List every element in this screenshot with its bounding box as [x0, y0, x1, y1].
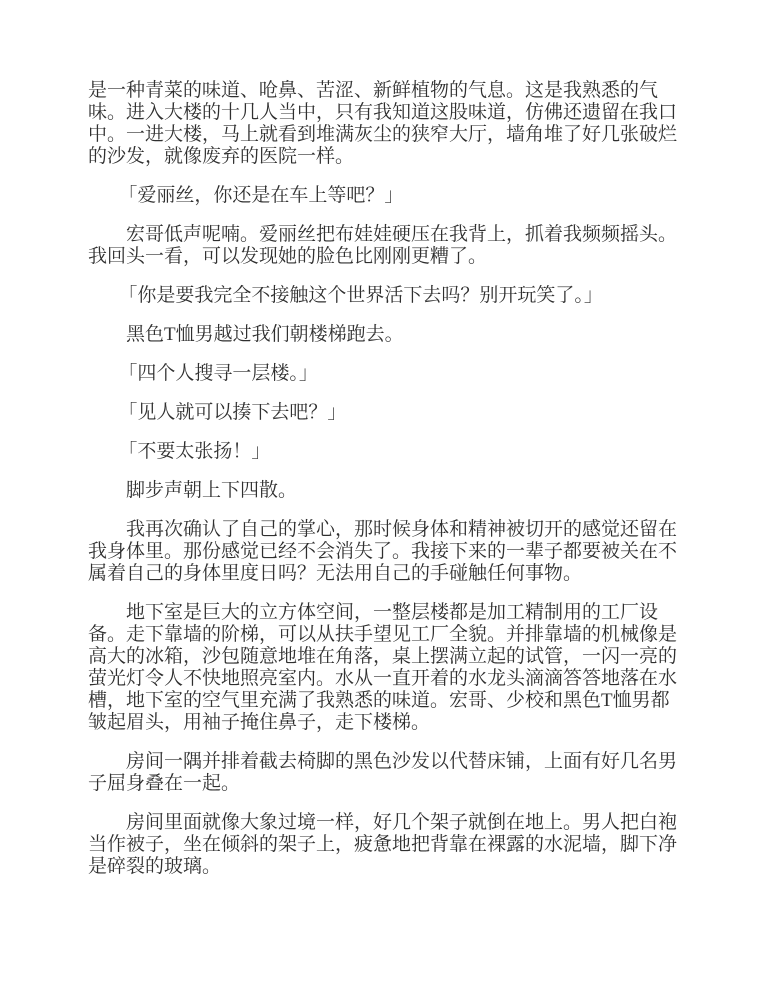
paragraph: 房间一隅并排着截去椅脚的黑色沙发以代替床铺，上面有好几名男子屈身叠在一起。 [88, 751, 678, 794]
paragraph: 房间里面就像大象过境一样，好几个架子就倒在地上。男人把白袍当作被子，坐在倾斜的架子上，疲惫地把背靠在裸露的水泥墙，脚下净是碎裂的玻璃。 [88, 812, 678, 877]
dialogue-paragraph: 「你是要我完全不接触这个世界活下去吗？别开玩笑了。」 [118, 285, 603, 306]
dialogue-paragraph: 「见人就可以揍下去吧？」 [118, 402, 347, 423]
dialogue-paragraph: 「四个人搜寻一层楼。」 [118, 363, 318, 384]
paragraph: 我再次确认了自己的掌心，那时候身体和精神被切开的感觉还留在我身体里。那份感觉已经不会消失了。我接下来的一辈子都要被关在不属着自己的身体里度日吗？无法用自己的手碰触任何事物。 [88, 519, 678, 584]
dialogue-paragraph: 「爱丽丝，你还是在车上等吧？」 [118, 185, 404, 206]
paragraph: 宏哥低声呢喃。爱丽丝把布娃娃硬压在我背上，抓着我频频摇头。我回头一看，可以发现她的脸色比刚刚更糟了。 [88, 224, 678, 267]
dialogue-paragraph: 「不要太张扬！」 [118, 441, 271, 462]
paragraph: 是一种青菜的味道、呛鼻、苦涩、新鲜植物的气息。这是我熟悉的气味。进入大楼的十几人当中，只有我知道这股味道，仿佛还遗留在我口中。一进大楼，马上就看到堆满灰尘的狭窄大厅，墙角堆了好几张破烂的沙发，就像废弃的医院一样。 [88, 80, 678, 167]
paragraph: 黑色T恤男越过我们朝楼梯跑去。 [126, 324, 404, 345]
paragraph: 脚步声朝上下四散。 [126, 480, 298, 501]
paragraph: 地下室是巨大的立方体空间，一整层楼都是加工精制用的工厂设备。走下靠墙的阶梯，可以从扶手望见工厂全貌。并排靠墙的机械像是高大的冰箱，沙包随意地堆在角落，桌上摆满立起的试管，一闪一亮的萤光灯令人不快地照亮室内。水从一直开着的水龙头滴滴答答地落在水槽，地下室的空气里充满了我熟悉的味道。宏哥、少校和黑色T恤男都皱起眉头，用袖子掩住鼻子，走下楼梯。 [88, 602, 678, 733]
